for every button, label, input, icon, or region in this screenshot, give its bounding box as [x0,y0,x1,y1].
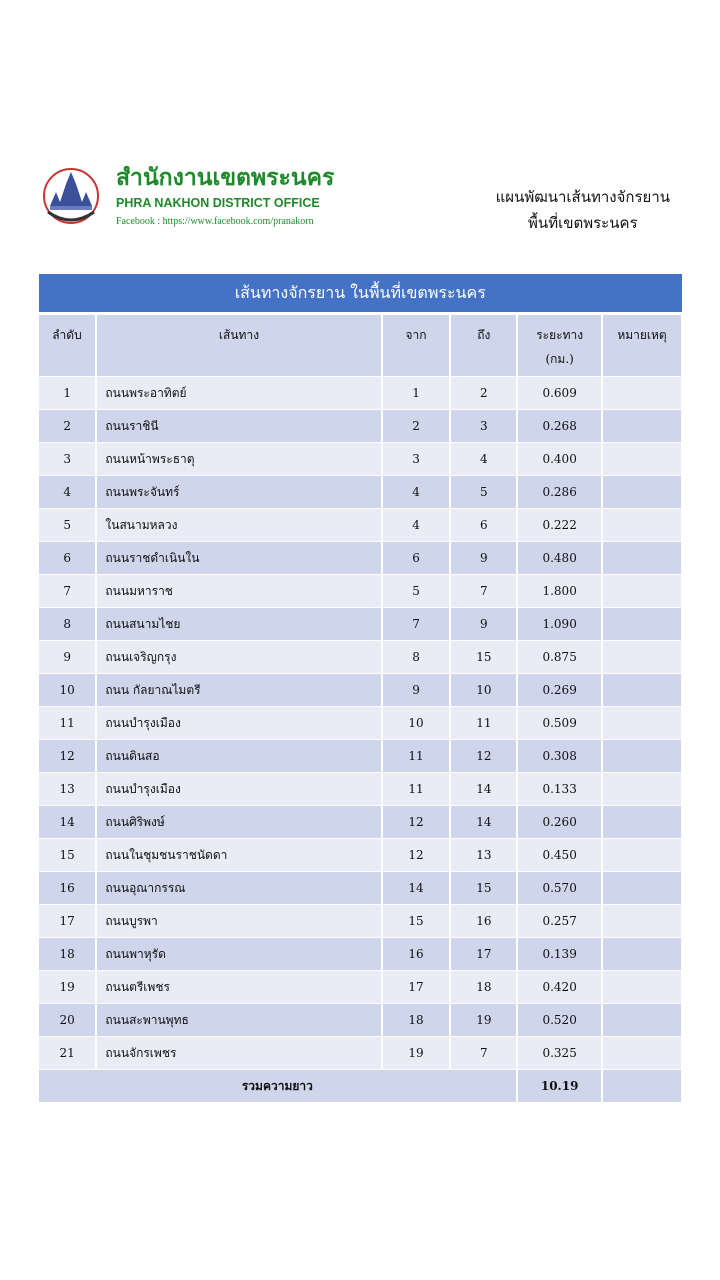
document-title [496,184,670,236]
cell-route: ถนนหน้าพระธาตุ [96,443,381,476]
cell-no: 4 [39,476,97,509]
cell-note [602,971,682,1004]
cell-distance: 1.800 [517,575,602,608]
table-row [39,476,683,509]
cell-no: 8 [39,608,97,641]
cell-to: 6 [450,509,517,542]
facebook-link[interactable]: Facebook : https://www.facebook.com/pranakorn [116,216,314,227]
cell-to: 7 [450,1037,517,1070]
document-title-line1: แผนพัฒนาเส้นทางจักรยาน [495,188,670,206]
table-row [39,542,683,575]
cell-note [602,410,682,443]
cell-no: 12 [39,740,97,773]
cell-no: 9 [39,641,97,674]
cell-route: ถนนราชดำเนินใน [96,542,381,575]
cell-route: ถนน กัลยาณไมตรี [96,674,381,707]
cell-note [602,674,682,707]
cell-no: 6 [39,542,97,575]
cell-from: 5 [382,575,451,608]
cell-to: 10 [450,674,517,707]
cell-from: 4 [382,509,451,542]
cell-no: 10 [39,674,97,707]
cell-note [602,542,682,575]
cell-route: ถนนพระอาทิตย์ [96,377,381,410]
table-row [39,905,683,938]
cell-distance: 0.257 [517,905,602,938]
cell-no: 14 [39,806,97,839]
col-to: ถึง [450,314,517,377]
table-row [39,872,683,905]
cell-from: 3 [382,443,451,476]
table-row [39,410,683,443]
cell-note [602,839,682,872]
cell-distance: 0.325 [517,1037,602,1070]
cell-route: ถนนสะพานพุทธ [96,1004,381,1037]
cell-to: 5 [450,476,517,509]
cell-from: 16 [382,938,451,971]
cell-from: 7 [382,608,451,641]
cell-to: 3 [450,410,517,443]
table-row [39,707,683,740]
cell-no: 20 [39,1004,97,1037]
cell-to: 16 [450,905,517,938]
col-no: ลำดับ [39,314,97,377]
cell-distance: 0.269 [517,674,602,707]
cell-from: 14 [382,872,451,905]
table-row [39,839,683,872]
table-row [39,971,683,1004]
table-row [39,1004,683,1037]
cell-to: 9 [450,542,517,575]
col-distance-unit: (กม.) [545,352,574,366]
cell-from: 17 [382,971,451,1004]
cell-no: 2 [39,410,97,443]
table-row [39,509,683,542]
cell-to: 11 [450,707,517,740]
cell-distance: 0.308 [517,740,602,773]
cell-distance: 0.570 [517,872,602,905]
table-row [39,1037,683,1070]
cell-no: 17 [39,905,97,938]
cell-to: 15 [450,641,517,674]
cell-distance: 0.450 [517,839,602,872]
cell-no: 11 [39,707,97,740]
cell-distance: 0.520 [517,1004,602,1037]
cell-route: ถนนพระจันทร์ [96,476,381,509]
cell-distance: 0.139 [517,938,602,971]
cell-route: ถนนจักรเพชร [96,1037,381,1070]
cell-route: ถนนบำรุงเมือง [96,707,381,740]
cell-note [602,608,682,641]
table-row [39,773,683,806]
cell-from: 1 [382,377,451,410]
cell-to: 12 [450,740,517,773]
cell-to: 15 [450,872,517,905]
cell-to: 13 [450,839,517,872]
cell-distance: 0.609 [517,377,602,410]
cell-no: 7 [39,575,97,608]
cell-route: ถนนพาหุรัด [96,938,381,971]
table-row [39,938,683,971]
cell-route: ถนนในชุมชนราชนัดดา [96,839,381,872]
cell-note [602,938,682,971]
total-note [602,1070,682,1103]
cell-from: 11 [382,740,451,773]
col-distance [517,314,602,377]
cell-note [602,773,682,806]
cell-note [602,740,682,773]
cell-to: 19 [450,1004,517,1037]
brand-english-name: PHRA NAKHON DISTRICT OFFICE [116,196,320,210]
cell-from: 8 [382,641,451,674]
cell-route: ถนนเจริญกรุง [96,641,381,674]
table-row [39,806,683,839]
cell-note [602,575,682,608]
cell-to: 14 [450,806,517,839]
cell-no: 5 [39,509,97,542]
brand-block [116,164,334,227]
table-row [39,575,683,608]
cell-note [602,1004,682,1037]
cell-note [602,707,682,740]
cell-to: 4 [450,443,517,476]
table-row [39,641,683,674]
cell-distance: 0.260 [517,806,602,839]
col-from: จาก [382,314,451,377]
bike-route-table [38,274,683,1102]
table-row [39,674,683,707]
cell-distance: 0.509 [517,707,602,740]
col-note: หมายเหตุ [602,314,682,377]
col-distance-label: ระยะทาง [536,328,584,342]
cell-note [602,806,682,839]
brand-thai-name: สำนักงานเขตพระนคร [116,165,335,191]
cell-route: ถนนดินสอ [96,740,381,773]
cell-no: 19 [39,971,97,1004]
cell-from: 19 [382,1037,451,1070]
cell-no: 16 [39,872,97,905]
cell-to: 9 [450,608,517,641]
cell-distance: 0.480 [517,542,602,575]
total-value: 10.19 [517,1070,602,1103]
table-title: เส้นทางจักรยาน ในพื้นที่เขตพระนคร [39,274,683,314]
cell-distance: 0.133 [517,773,602,806]
document-title-line2: พื้นที่เขตพระนคร [528,214,638,232]
cell-note [602,1037,682,1070]
cell-from: 2 [382,410,451,443]
cell-no: 21 [39,1037,97,1070]
cell-to: 18 [450,971,517,1004]
cell-from: 10 [382,707,451,740]
cell-route: ถนนศิริพงษ์ [96,806,381,839]
cell-to: 14 [450,773,517,806]
cell-route: ถนนราชินี [96,410,381,443]
cell-note [602,641,682,674]
table-row [39,608,683,641]
cell-distance: 0.268 [517,410,602,443]
column-headers [39,314,683,377]
cell-from: 6 [382,542,451,575]
col-route: เส้นทาง [96,314,381,377]
cell-to: 17 [450,938,517,971]
cell-note [602,509,682,542]
cell-to: 2 [450,377,517,410]
cell-note [602,872,682,905]
cell-distance: 0.420 [517,971,602,1004]
table-row [39,740,683,773]
cell-distance: 0.286 [517,476,602,509]
cell-route: ถนนสนามไชย [96,608,381,641]
cell-from: 12 [382,839,451,872]
table-row [39,443,683,476]
cell-route: ถนนบำรุงเมือง [96,773,381,806]
cell-note [602,377,682,410]
cell-no: 3 [39,443,97,476]
cell-route: ถนนอุณากรรณ [96,872,381,905]
cell-note [602,443,682,476]
cell-to: 7 [450,575,517,608]
cell-route: ถนนมหาราช [96,575,381,608]
cell-distance: 0.875 [517,641,602,674]
district-logo [42,162,100,230]
cell-from: 12 [382,806,451,839]
cell-no: 18 [39,938,97,971]
cell-route: ถนนบูรพา [96,905,381,938]
cell-no: 13 [39,773,97,806]
cell-note [602,476,682,509]
cell-no: 15 [39,839,97,872]
cell-distance: 1.090 [517,608,602,641]
total-row [39,1070,683,1103]
cell-no: 1 [39,377,97,410]
total-label: รวมความยาว [39,1070,518,1103]
cell-note [602,905,682,938]
cell-from: 18 [382,1004,451,1037]
cell-from: 15 [382,905,451,938]
cell-from: 9 [382,674,451,707]
cell-distance: 0.400 [517,443,602,476]
table-row [39,377,683,410]
cell-distance: 0.222 [517,509,602,542]
cell-from: 11 [382,773,451,806]
cell-route: ในสนามหลวง [96,509,381,542]
cell-route: ถนนตรีเพชร [96,971,381,1004]
cell-from: 4 [382,476,451,509]
